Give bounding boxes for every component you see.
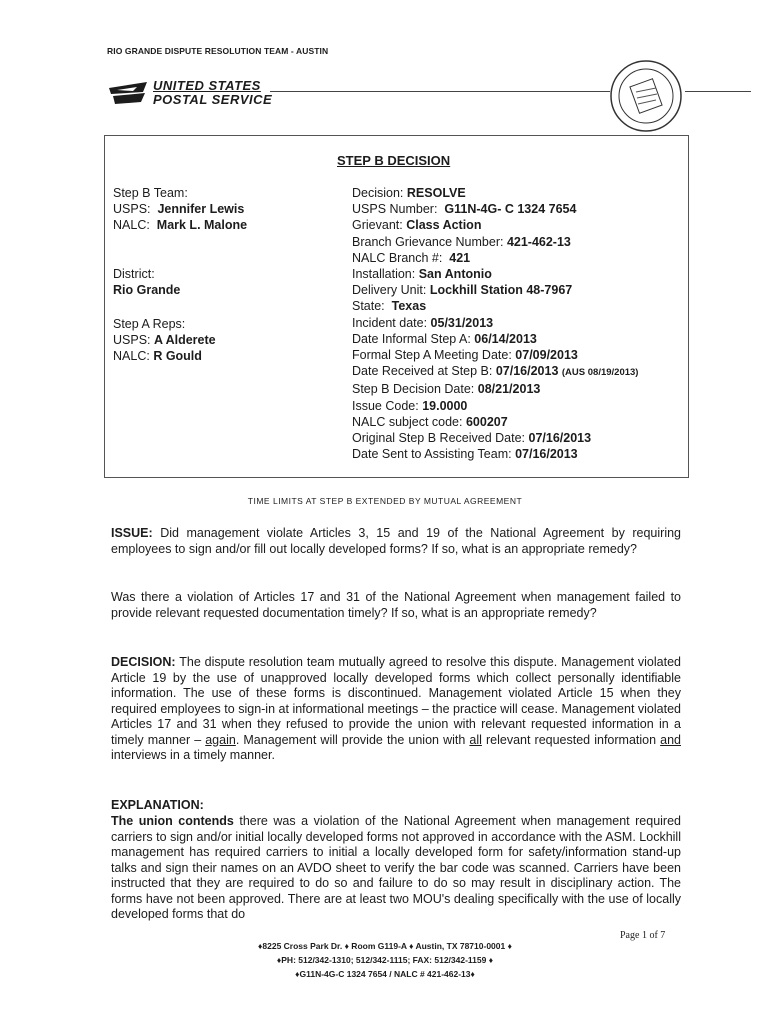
explanation-label: EXPLANATION: <box>111 798 204 812</box>
informal-step-a-row: Date Informal Step A: 06/14/2013 <box>352 331 537 346</box>
footer-case-ref: ♦G11N-4G-C 1324 7654 / NALC # 421-462-13♦ <box>295 969 475 979</box>
district-block <box>113 266 180 298</box>
footer-address: ♦8225 Cross Park Dr. ♦ Room G119-A ♦ Austin, TX 78710-0001 ♦ <box>258 941 512 951</box>
header-rule-right <box>685 91 751 92</box>
step-b-nalc-name: Mark L. Malone <box>156 218 248 232</box>
explanation-paragraph: The union contends there was a violation of the National Agreement when management required carriers to sign and/or initial locally developed forms not approved in accordance with the ASM. Lockhill management has required carriers to initial a locally developed form for safety/information stand-up talks and sign their names on an AVDO sheet to verify the bar code was scanned. Carriers have been instructed that they are required to do so and failure to do so may result in disciplinary action. The forms have not been approved. There are at least two MOU's dealing specifically with the use of locally developed forms that do <box>111 814 682 921</box>
step-a-block <box>113 316 216 364</box>
usps-number-row: USPS Number: G11N-4G- C 1324 7654 <box>352 202 577 217</box>
union-contends: The union contends <box>111 814 234 828</box>
state-row: State: Texas <box>352 299 427 314</box>
district-value: Rio Grande <box>113 283 181 297</box>
header-rule <box>270 91 610 92</box>
decision-label: DECISION: <box>111 655 176 669</box>
usps-logo <box>107 78 307 108</box>
sent-assisting-row: Date Sent to Assisting Team: 07/16/2013 <box>352 447 578 462</box>
issue-paragraph-2: Was there a violation of Articles 17 and 31 of the National Agreement when management failed to provide relevant requested documentation timely? If so, what is an appropriate remedy? <box>111 590 681 620</box>
formal-step-a-row: Formal Step A Meeting Date: 07/09/2013 <box>352 348 578 363</box>
grievant-row: Grievant: Class Action <box>352 218 482 233</box>
decision-paragraph: DECISION: The dispute resolution team mutually agreed to resolve this dispute. Management violated Article 19 by the use of unapproved locally developed forms which collect personally identifiable information. The use of these forms is discontinued. Management violated Article 15 when they required employees to sign-in at informational meetings – the practice will cease. Management violated Articles 17 and 31 when they refused to provide the union with relevant requested information in a timely manner – again. Management will provide the union with all relevant requested information and interviews in a timely manner. <box>111 655 681 762</box>
time-limits-note: TIME LIMITS AT STEP B EXTENDED BY MUTUAL AGREEMENT <box>247 496 523 506</box>
issue-label: ISSUE: <box>111 526 153 540</box>
case-details <box>352 185 638 462</box>
incident-date-row: Incident date: 05/31/2013 <box>352 315 494 330</box>
nalc-subject-row: NALC subject code: 600207 <box>352 414 508 429</box>
step-a-usps-row: USPS: A Alderete <box>113 333 216 347</box>
original-step-b-row: Original Step B Received Date: 07/16/2013 <box>352 431 592 446</box>
district-label: District: <box>113 267 155 281</box>
step-b-team-block <box>113 185 247 233</box>
branch-grievance-row: Branch Grievance Number: 421-462-13 <box>352 234 571 249</box>
step-a-label: Step A Reps: <box>113 317 186 331</box>
usps-name-line2: POSTAL SERVICE <box>153 92 273 107</box>
page-number: Page 1 of 7 <box>620 930 666 941</box>
usps-name-line1: UNITED STATES <box>153 78 261 93</box>
footer-phone: ♦PH: 512/342-1310; 512/342-1115; FAX: 512/342-1159 ♦ <box>276 955 494 965</box>
step-b-nalc-row: NALC: Mark L. Malone <box>113 218 248 232</box>
issue-paragraph-1: ISSUE: Did management violate Articles 3, 15 and 19 of the National Agreement by requiring employees to sign and/or fill out locally developed forms? If so, what is an appropriate remedy? <box>111 526 681 556</box>
box-title: STEP B DECISION <box>337 153 451 168</box>
step-a-nalc-row: NALC: R Gould <box>113 349 202 363</box>
step-b-team-label: Step B Team: <box>113 186 188 200</box>
decision-row: Decision: RESOLVE <box>352 186 466 200</box>
team-title: RIO GRANDE DISPUTE RESOLUTION TEAM - AUSTIN <box>107 46 329 56</box>
explanation-heading <box>111 798 681 814</box>
step-b-decision-date-row: Step B Decision Date: 08/21/2013 <box>352 382 541 397</box>
step-b-usps-name: Jennifer Lewis <box>157 202 245 216</box>
delivery-unit-row: Delivery Unit: Lockhill Station 48-7967 <box>352 283 573 298</box>
received-stamp-icon <box>608 58 684 134</box>
installation-row: Installation: San Antonio <box>352 267 492 282</box>
eagle-logo-icon <box>107 80 151 106</box>
received-step-b-row: Date Received at Step B: 07/16/2013 (AUS 08/19/2013) <box>352 364 639 379</box>
nalc-branch-row: NALC Branch #: 421 <box>352 250 471 265</box>
issue-code-row: Issue Code: 19.0000 <box>352 398 468 413</box>
step-a-usps-name: A Alderete <box>154 333 216 347</box>
step-b-usps-row: USPS: Jennifer Lewis <box>113 202 245 216</box>
step-a-nalc-name: R Gould <box>153 349 202 363</box>
